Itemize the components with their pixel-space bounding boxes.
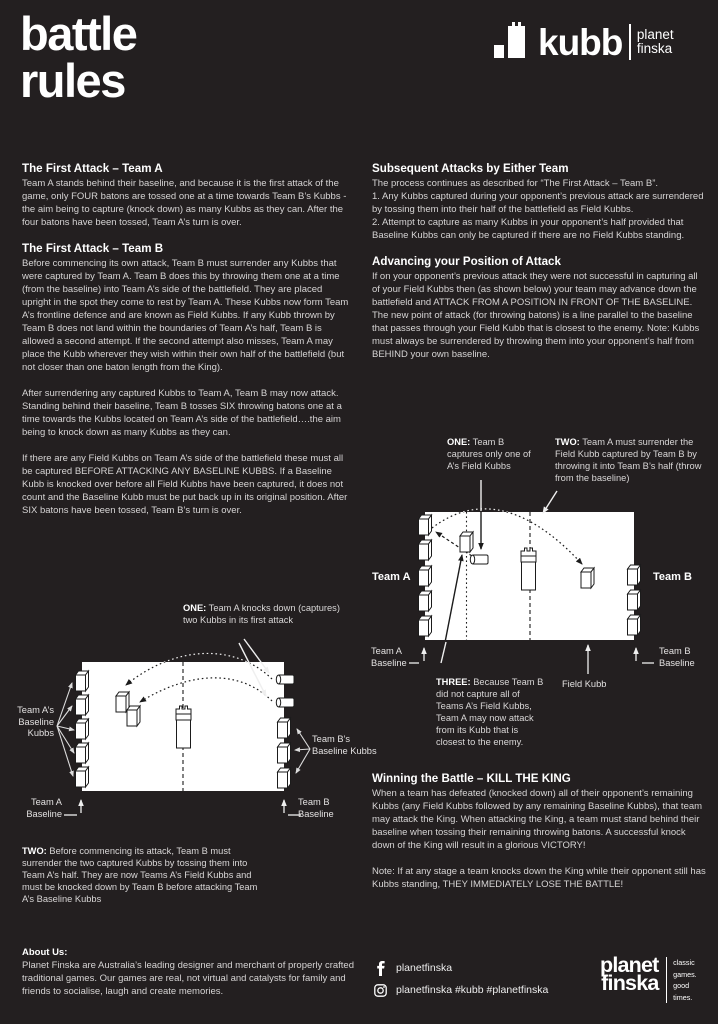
- first-attack-diagram: [0, 595, 377, 845]
- team-a-kubbs-arrows: [57, 683, 74, 776]
- brand-line2: finska: [601, 971, 659, 995]
- list-item-1: 1. Any Kubbs captured during your opponent’s previous attack are surrendered by tossing them into their half of the battlefield as Field Kubbs.: [372, 191, 704, 215]
- logo-suffix: [637, 28, 674, 56]
- annotation-one-lead: ONE:: [447, 437, 471, 447]
- team-b-baseline-kubbs: [278, 718, 291, 788]
- tagline-line: good: [673, 981, 690, 990]
- annotation-one-lead: ONE:: [183, 603, 207, 613]
- title-line-1: battle: [20, 7, 137, 60]
- annotation-two-lead: TWO:: [22, 846, 47, 856]
- tagline-line: classic: [673, 958, 695, 967]
- annotation-two-right: [555, 436, 707, 484]
- paragraph: Before commencing its own attack, Team B must surrender any Kubbs that were captured by Team A. Team B does this by throwing them one at a time (from the baseline) into Team A’s side of the battlefield. They are placed upright in the spot they come to rest by Team A. These Kubbs now form Team A’s frontline defence and are known as Field Kubbs. If any Kubb thrown by Team B does not land within the boundaries of Team A’s half, Team B is allowed a second attempt. If the second attempt also misses, Team A may place the Kubb wherever they wish within their own half of the battlefield (but not closer than one baton length from the King).: [22, 258, 349, 373]
- team-b-label: Team B: [653, 571, 692, 583]
- page-title: [20, 7, 137, 107]
- logo-word: kubb: [538, 21, 623, 63]
- annotation-one-left: [183, 602, 355, 626]
- team-b-baseline-kubbs: [628, 565, 641, 635]
- about-text: Planet Finska are Australia’s leading designer and merchant of properly crafted traditional games. Our games are real, not virtual and catalysts for family and friends to socialise, laugh and create memories.: [22, 960, 354, 997]
- heading-first-attack-team-b: The First Attack – Team B: [22, 242, 164, 255]
- about-us: [22, 946, 358, 998]
- king: [521, 548, 536, 590]
- kubb-logo: [492, 16, 674, 68]
- facebook-icon: [372, 961, 388, 976]
- heading-subsequent-attacks: Subsequent Attacks by Either Team: [372, 162, 569, 175]
- logo-suffix-line2: finska: [636, 41, 673, 56]
- title-line-2: rules: [20, 54, 125, 107]
- brand-line1: planet: [600, 953, 659, 977]
- paragraph: Note: If at any stage a team knocks down the King while their opponent still has Kubbs standing, THEY IMMEDIATELY LOSE THE BATTLE!: [372, 866, 706, 890]
- tagline-line: games.: [673, 969, 697, 979]
- team-a-baseline-arrow: [64, 800, 81, 815]
- field-kubb-label: Field Kubb: [562, 679, 607, 689]
- knocked-field-kubb: [470, 555, 488, 564]
- annotation-one-text: Team B captures only one of A’s Field Kubbs: [447, 437, 531, 471]
- planet-finska-logo: [600, 953, 697, 1003]
- surrendered-field-kubb: [581, 568, 594, 588]
- instagram-link[interactable]: [372, 980, 548, 1000]
- paragraph: Team A stands behind their baseline, and because it is the first attack of the game, only FOUR batons are tossed one at a time towards Team B’s Kubbs - the aim being to capture (knock down) as many Kubbs as they can. After the four batons have been tossed, Team A’s turn is over.: [22, 178, 347, 228]
- knocked-kubb-2: [276, 698, 294, 707]
- paragraph: After surrendering any captured Kubbs to Team A, Team B may now attack. Standing behind their baseline, Team B tosses SIX throwing batons one at a time towards the Kubbs located on Team A’s side of the battlefield….the aim being to knock down as many Kubbs as they can.: [22, 388, 342, 438]
- heading-advancing-position: Advancing your Position of Attack: [372, 255, 561, 268]
- annotation-three-lead: THREE:: [436, 677, 471, 687]
- field-kubb-2: [127, 706, 140, 726]
- team-a-baseline-kubbs: [76, 671, 89, 787]
- heading-first-attack-team-a: The First Attack – Team A: [22, 162, 163, 175]
- team-b-baseline-label: Team B Baseline: [298, 797, 334, 819]
- knocked-kubb-1: [276, 675, 294, 684]
- right-column: [372, 162, 704, 374]
- team-a-baseline-kubbs: [419, 515, 432, 636]
- paragraph: If on your opponent’s previous attack they were not successful in capturing all of your Field Kubbs then (as shown below) your team may advance down the battlefield and ATTACK FROM A POSITION IN FRONT OF THE BASELINE. The new point of attack (for throwing batons) is a line parallel to the baseline that passes through your Field Kubb that is closest to the enemy. Note: Kubbs must always be surrendered by throwing them into your opponent’s half from BEHIND your own baseline.: [372, 271, 700, 360]
- team-a-baseline-label: Team A Baseline: [371, 646, 407, 668]
- team-b-kubbs-arrows: [295, 729, 310, 773]
- field-kubb-1: [116, 692, 129, 712]
- team-b-baseline-label: Team B Baseline: [659, 646, 695, 668]
- paragraph: When a team has defeated (knocked down) all of their opponent’s remaining Kubbs (any Field Kubbs followed by any remaining Baseline Kubbs), that team may attack the King. When attacking the King, a team must stand behind their baseline when tossing their remaining throwing batons. A successful knock down of the King will result in a glorious VICTORY!: [372, 788, 703, 851]
- paragraph: The process continues as described for “The First Attack – Team B”.: [372, 178, 659, 189]
- social-links: [372, 958, 548, 1002]
- team-b-baseline-arrow: [636, 648, 654, 663]
- team-a-baseline-label: Team A Baseline: [26, 797, 62, 819]
- annotation-two-left: [22, 845, 267, 905]
- heading-winning: Winning the Battle – KILL THE KING: [372, 772, 571, 785]
- annotation-three-right: [436, 676, 546, 748]
- advancing-position-diagram: [370, 425, 718, 770]
- annotation-two-lead: TWO:: [555, 437, 580, 447]
- three-pointer: [441, 642, 446, 663]
- left-column: [22, 162, 352, 530]
- paragraph: If there are any Field Kubbs on Team A’s side of the battlefield these must all be captured BEFORE ATTACKING ANY BASELINE KUBBS. If a Baseline Kubb is knocked over before all Field Kubbs have been captured, it does not count and the Baseline Kubb must be put back up in its original position. After SIX batons have been tossed, Team B’s turn is over.: [22, 453, 348, 516]
- logo-suffix-line1: planet: [636, 27, 674, 42]
- annotation-two-text: Team A must surrender the Field Kubb captured by Team B by throwing it into Team B’s half (throw from the baseline): [555, 437, 702, 483]
- team-b-kubbs-label: Team B’s Baseline Kubbs: [312, 734, 377, 756]
- instagram-icon: [372, 984, 388, 997]
- team-a-kubbs-label: Team A’s Baseline Kubbs: [17, 705, 54, 738]
- annotation-two-text: Before commencing its attack, Team B must surrender the two captured Kubbs by tossing them into Team A’s half. They are now Teams A’s Field Kubbs and must be knocked down by Team B before attacking Team A’s Baseline Kubbs: [22, 846, 258, 904]
- king: [176, 706, 191, 748]
- two-pointer: [543, 491, 557, 513]
- annotation-three-text: Because Team B did not capture all of Teams A’s Field Kubbs, Team A may now attack from its Kubb that is closest to the enemy.: [436, 677, 544, 747]
- logo-divider: [629, 24, 631, 60]
- about-heading: About Us:: [22, 947, 68, 958]
- brand-tagline: [673, 956, 697, 1003]
- winning-section: [372, 772, 706, 904]
- team-a-label: Team A: [372, 571, 411, 583]
- facebook-handle: planetfinska: [396, 962, 453, 974]
- subsequent-attacks-list: [372, 177, 704, 242]
- instagram-handle: planetfinska #kubb #planetfinska: [396, 984, 549, 996]
- facebook-link[interactable]: [372, 958, 548, 978]
- kubb-king-icon: [492, 19, 532, 65]
- list-item-2: 2. Attempt to capture as many Kubbs in your opponent’s half provided that Baseline Kubbs can only be captured if there are no Field Kubbs standing.: [372, 217, 685, 241]
- brand-name: [600, 953, 659, 995]
- annotation-one-right: [447, 436, 537, 472]
- tagline-line: times.: [673, 992, 693, 1002]
- brand-divider: [666, 957, 668, 1003]
- standing-field-kubb: [460, 532, 473, 552]
- annotation-one-text: Team A knocks down (captures) two Kubbs in its first attack: [183, 603, 340, 625]
